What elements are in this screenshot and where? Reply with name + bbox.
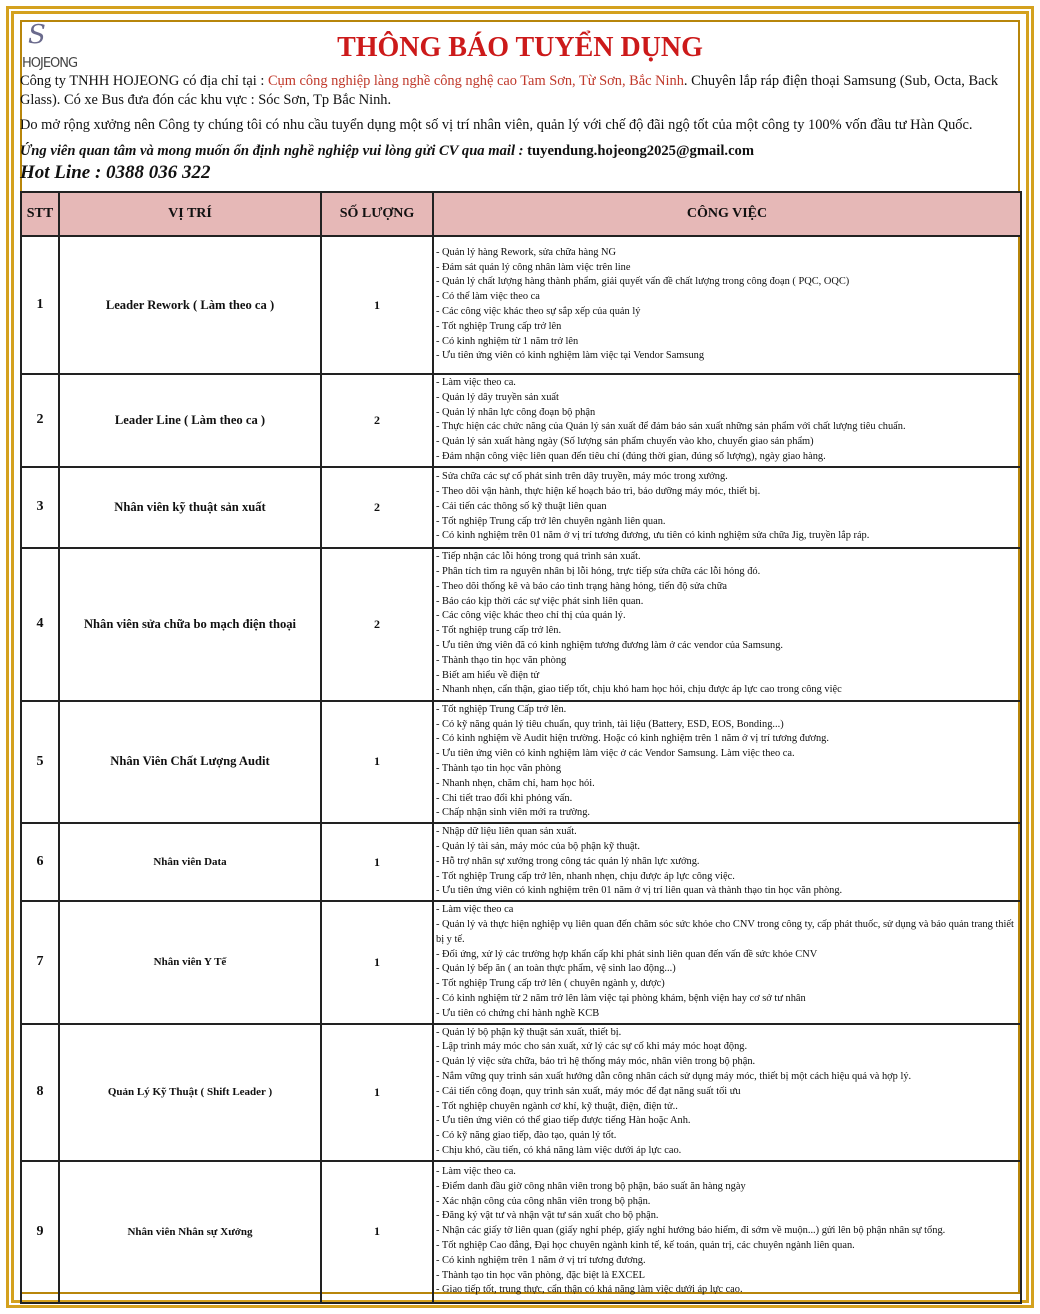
duty-line: - Chấp nhận sinh viên mới ra trường. <box>436 807 590 819</box>
quantity: 2 <box>321 374 433 467</box>
duties-cell <box>433 467 1021 548</box>
duty-line: - Theo dõi vận hành, thực hiện kế hoạch bảo trì, bảo dưỡng máy móc, thiết bị. <box>436 486 761 498</box>
duty-line: - Đối ứng, xử lý các trường hợp khẩn cấp khi phát sinh liên quan đến vấn đề sức khỏe CNV <box>436 948 818 960</box>
duties-cell <box>433 901 1021 1023</box>
duty-line: - Ưu tiên ứng viên có thể giao tiếp được tiếng Hàn hoặc Anh. <box>436 1115 691 1127</box>
duty-line: - Có kinh nghiệm về Audit hiện trường. Hoặc có kinh nghiệm trên 1 năm ở vị trí tương đương. <box>436 733 829 745</box>
duty-line: - Đảm nhận công việc liên quan đến tiêu chí (đúng thời gian, đúng số lượng), ngày giao hàng. <box>436 450 826 462</box>
duty-line: - Làm việc theo ca. <box>436 377 516 388</box>
position-name: Leader Rework ( Làm theo ca ) <box>59 236 321 374</box>
duty-line: - Tốt nghiệp Trung cấp trở lên ( chuyên ngành y, dược) <box>436 978 665 990</box>
table-row <box>21 467 1021 548</box>
duties-cell <box>433 548 1021 701</box>
cv-instructions: Ứng viên quan tâm và mong muốn ổn định nghề nghiệp vui lòng gửi CV qua mail : tuyendung.hojeong2025@gmail.com <box>20 143 754 159</box>
duty-line: - Ưu tiên ứng viên có kinh nghiệm làm việc ở các Vendor Samsung. Làm việc theo ca. <box>436 748 795 760</box>
quantity: 1 <box>321 701 433 823</box>
duty-line: - Quản lý việc sửa chữa, bảo trì hệ thống máy móc, nhân viên trong bộ phận. <box>436 1056 756 1068</box>
duty-line: - Tiếp nhận các lỗi hỏng trong quá trình sản xuất. <box>436 551 641 563</box>
duties-cell <box>433 1024 1021 1161</box>
duties-cell <box>433 701 1021 823</box>
duty-line: - Có kỹ năng quản lý tiêu chuẩn, quy trình, tài liệu (Battery, ESD, EOS, Bonding...) <box>436 718 784 730</box>
duty-line: - Giao tiếp tốt, trung thực, cẩn thận có khả năng làm việc dưới áp lực cao. <box>436 1284 743 1296</box>
duty-line: - Đăng ký vật tư và nhận vật tư sản xuất cho bộ phận. <box>436 1210 659 1222</box>
duty-line: - Thực hiện các chức năng của Quản lý sản xuất để đảm bảo sản xuất những sản phẩm với chất lượng tiêu chuẩn. <box>436 421 906 433</box>
duty-line: - Biết am hiểu về điện tử <box>436 669 540 681</box>
table-row <box>21 701 1021 823</box>
duty-line: - Cải tiến công đoạn, quy trình sản xuất, máy móc để đạt năng suất tối ưu <box>436 1085 741 1097</box>
row-number: 8 <box>21 1024 59 1161</box>
header-stt: STT <box>21 192 59 236</box>
duties-cell <box>433 1161 1021 1303</box>
position-name: Nhân viên Data <box>59 823 321 901</box>
duties-cell <box>433 823 1021 901</box>
duty-line: - Sửa chữa các sự cố phát sinh trên dây truyền, máy móc trong xưởng. <box>436 471 728 483</box>
jobs-table <box>20 191 1022 1304</box>
email-link[interactable]: tuyendung.hojeong2025@gmail.com <box>527 143 754 159</box>
duty-line: - Tốt nghiệp Cao đẳng, Đại học chuyên ngành kinh tế, kế toán, quản trị, các chuyên ngành liên quan. <box>436 1240 855 1252</box>
duty-line: - Phân tích tìm ra nguyên nhân bị lỗi hỏng, trực tiếp sửa chữa các lỗi hỏng đó. <box>436 566 761 578</box>
duty-line: - Quản lý hàng Rework, sửa chữa hàng NG <box>436 246 617 258</box>
duty-line: - Điểm danh đầu giờ công nhân viên trong bộ phận, báo suất ăn hàng ngày <box>436 1180 746 1192</box>
duty-line: - Các công việc khác theo chỉ thị của quản lý. <box>436 610 626 622</box>
position-name: Nhân viên kỹ thuật sản xuất <box>59 467 321 548</box>
duty-line: - Thành tạo tin học văn phòng, đặc biệt là EXCEL <box>436 1269 646 1281</box>
quantity: 1 <box>321 823 433 901</box>
row-number: 3 <box>21 467 59 548</box>
company-logo: S HOJEONG <box>22 20 78 71</box>
duty-line: - Nhanh nhẹn, cẩn thận, giao tiếp tốt, chịu khó ham học hỏi, chịu được áp lực cao trong công việc <box>436 684 842 696</box>
document <box>20 18 1020 1296</box>
table-row <box>21 901 1021 1023</box>
duty-line: - Ưu tiên có chứng chỉ hành nghề KCB <box>436 1007 600 1019</box>
position-name: Leader Line ( Làm theo ca ) <box>59 374 321 467</box>
position-name: Quản Lý Kỹ Thuật ( Shift Leader ) <box>59 1024 321 1161</box>
duty-line: - Theo dõi thống kê và báo cáo tình trạng hàng hỏng, tiến độ sửa chữa <box>436 580 727 592</box>
expansion-note: Do mở rộng xưởng nên Công ty chúng tôi có nhu cầu tuyển dụng một số vị trí nhân viên, quản lý với chế độ đãi ngộ tốt của một công ty 100% vốn đầu tư Hàn Quốc. <box>20 117 973 133</box>
quantity: 1 <box>321 236 433 374</box>
row-number: 5 <box>21 701 59 823</box>
quantity: 1 <box>321 1161 433 1303</box>
duty-line: - Quản lý bếp ăn ( an toàn thực phẩm, vệ sinh lao động...) <box>436 963 676 975</box>
duty-line: - Tốt nghiệp chuyên ngành cơ khí, kỹ thuật, điện, điện tử.. <box>436 1100 678 1112</box>
table-row <box>21 374 1021 467</box>
duty-line: - Tốt nghiệp Trung Cấp trở lên. <box>436 703 567 715</box>
duty-line: - Có kinh nghiệm từ 2 năm trở lên làm việc tại phòng khám, bệnh viện hay cơ sở tư nhân <box>436 992 806 1004</box>
duty-line: - Tốt nghiệp Trung cấp trở lên <box>436 320 562 332</box>
duty-line: - Xác nhận công của công nhân viên trong bộ phận. <box>436 1195 651 1207</box>
hotline: Hot Line : 0388 036 322 <box>20 162 211 183</box>
duty-line: - Chi tiết trao đổi khi phỏng vấn. <box>436 792 573 804</box>
duty-line: - Nhập dữ liệu liên quan sản xuất. <box>436 826 577 838</box>
duty-line: - Có thể làm việc theo ca <box>436 291 540 303</box>
row-number: 4 <box>21 548 59 701</box>
duty-line: - Tốt nghiệp trung cấp trở lên. <box>436 625 562 637</box>
duty-line: - Tốt nghiệp Trung cấp trở lên chuyên ngành liên quan. <box>436 515 666 527</box>
row-number: 1 <box>21 236 59 374</box>
table-header-row <box>21 192 1021 236</box>
duty-line: - Các công việc khác theo sự sắp xếp của quản lý <box>436 306 641 317</box>
duty-line: - Chịu khó, cầu tiến, có khả năng làm việc dưới áp lực cao. <box>436 1144 682 1156</box>
quantity: 1 <box>321 901 433 1023</box>
duty-line: - Ưu tiên ứng viên có kinh nghiệm trên 01 năm ở vị trí liên quan và thành thạo tin học văn phòng. <box>436 885 843 897</box>
duty-line: - Báo cáo kịp thời các sự việc phát sinh liên quan. <box>436 595 644 607</box>
duty-line: - Làm việc theo ca <box>436 904 514 916</box>
row-number: 2 <box>21 374 59 467</box>
duty-line: - Nhận các giấy tờ liên quan (giấy nghỉ phép, giấy nghỉ hưởng bảo hiểm, đi sớm về muộn...) gửi lên bộ phận nhân sự tổng. <box>436 1225 946 1237</box>
duty-line: - Ưu tiên ứng viên có kinh nghiệm làm việc tại Vendor Samsung <box>436 350 705 362</box>
duty-line: - Quản lý tài sản, máy móc của bộ phận kỹ thuật. <box>436 840 641 852</box>
duty-line: - Có kỹ năng giao tiếp, đào tạo, quản lý tốt. <box>436 1130 617 1142</box>
row-number: 7 <box>21 901 59 1023</box>
row-number: 9 <box>21 1161 59 1303</box>
duty-line: - Quản lý và thực hiện nghiệp vụ liên quan đến chăm sóc sức khỏe cho CNV trong công ty, cấp phát thuốc, sử dụng và bảo quản trang thiết bị y tế. <box>436 918 1014 945</box>
duty-line: - Quản lý nhân lực công đoạn bộ phận <box>436 406 596 418</box>
duty-line: - Nhanh nhẹn, chăm chỉ, ham học hỏi. <box>436 777 595 789</box>
duty-line: - Quản lý sản xuất hàng ngày (Số lượng sản phẩm chuyển vào kho, chuyển giao sản phẩm) <box>436 436 814 448</box>
quantity: 2 <box>321 548 433 701</box>
duty-line: - Cải tiến các thông số kỹ thuật liên quan <box>436 500 607 512</box>
duty-line: - Làm việc theo ca. <box>436 1166 516 1178</box>
duty-line: - Nắm vững quy trình sản xuất hướng dẫn công nhân cách sử dụng máy móc, thiết bị một cách hiệu quả và hợp lý. <box>436 1070 912 1082</box>
duty-line: - Có kinh nghiệm trên 1 năm ở vị trí tương đương. <box>436 1254 646 1266</box>
company-intro: Công ty TNHH HOJEONG có địa chỉ tại : Cụm công nghiệp làng nghề công nghệ cao Tam Sơn, Từ Sơn, Bắc Ninh. Chuyên lắp ráp điện thoại Samsung (Sub, Octa, Back Glass). Có xe Bus đưa đón các khu vực : Sóc Sơn, Tp Bắc Ninh. <box>20 73 999 108</box>
table-row <box>21 1161 1021 1303</box>
position-name: Nhân Viên Chất Lượng Audit <box>59 701 321 823</box>
duty-line: - Thành tạo tin học văn phòng <box>436 762 562 774</box>
position-name: Nhân viên sửa chữa bo mạch điện thoại <box>59 548 321 701</box>
header-duties: CÔNG VIỆC <box>433 192 1021 236</box>
quantity: 1 <box>321 1024 433 1161</box>
position-name: Nhân viên Nhân sự Xưởng <box>59 1161 321 1303</box>
duty-line: - Quản lý bộ phận kỹ thuật sản xuất, thiết bị. <box>436 1026 622 1038</box>
duty-line: - Thành thạo tin học văn phòng <box>436 654 567 666</box>
duty-line: - Lập trình máy móc cho sản xuất, xử lý các sự cố khi máy móc hoạt động. <box>436 1041 748 1053</box>
company-address: Cụm công nghiệp làng nghề công nghệ cao Tam Sơn, Từ Sơn, Bắc Ninh <box>267 73 684 89</box>
duty-line: - Ưu tiên ứng viên đã có kinh nghiệm tương đương làm ở các vendor của Samsung. <box>436 640 784 652</box>
duty-line: - Có kinh nghiệm trên 01 năm ở vị trí tương đương, ưu tiên có kinh nghiệm sửa chữa Jig, truyền lắp ráp. <box>436 530 870 542</box>
duty-line: - Hỗ trợ nhân sự xưởng trong công tác quản lý nhân lực xưởng. <box>436 855 700 867</box>
quantity: 2 <box>321 467 433 548</box>
duty-line: - Quản lý chất lượng hàng thành phẩm, giải quyết vấn đề chất lượng trong công đoạn ( PQC, OQC) <box>436 276 850 288</box>
position-name: Nhân viên Y Tế <box>59 901 321 1023</box>
table-row <box>21 236 1021 374</box>
header-position: VỊ TRÍ <box>59 192 321 236</box>
table-row <box>21 823 1021 901</box>
duty-line: - Có kinh nghiệm từ 1 năm trở lên <box>436 335 579 347</box>
table-row <box>21 1024 1021 1161</box>
duty-line: - Tốt nghiệp Trung cấp trở lên, nhanh nhẹn, chịu được áp lực công việc. <box>436 870 735 882</box>
duty-line: - Quản lý dây truyền sản xuất <box>436 391 559 403</box>
table-row <box>21 548 1021 701</box>
duties-cell <box>433 374 1021 467</box>
header-quantity: SỐ LƯỢNG <box>321 192 433 236</box>
duty-line: - Đám sát quản lý công nhân làm việc trên line <box>436 261 631 273</box>
page-title: THÔNG BÁO TUYỂN DỤNG <box>337 32 703 63</box>
duties-cell <box>433 236 1021 374</box>
row-number: 6 <box>21 823 59 901</box>
